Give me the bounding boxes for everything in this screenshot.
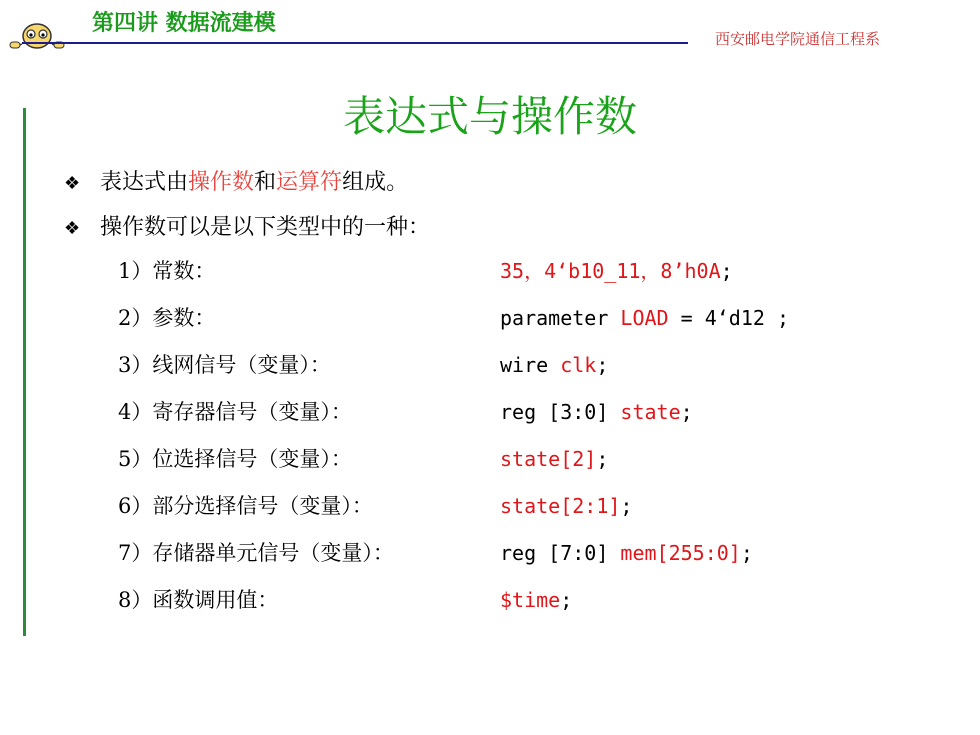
code-text: reg [7:0] — [500, 541, 621, 565]
operator-highlight: 运算符 — [276, 170, 343, 195]
department-name: 西安邮电学院通信工程系 — [715, 30, 881, 48]
code-text: ; — [720, 259, 733, 283]
left-accent-bar — [23, 108, 26, 636]
operand-example-code — [500, 491, 632, 521]
slide-title: 表达式与操作数 — [342, 92, 637, 141]
bullet-text: 操作数可以是以下类型中的一种： — [100, 215, 431, 240]
code-text: parameter — [500, 306, 621, 330]
operand-item — [118, 491, 633, 521]
bullet-text-mid: 和 — [254, 170, 277, 195]
code-text: ; — [680, 400, 693, 424]
operand-label: 5）位选择信号（变量）： — [118, 447, 352, 471]
code-highlight: clk — [560, 353, 597, 377]
operand-label: 3）线网信号（变量）： — [118, 353, 331, 377]
operand-item — [118, 397, 693, 427]
lecture-title: 第四讲 数据流建模 — [92, 11, 276, 36]
code-text: ; — [560, 588, 573, 612]
operand-label: 8）函数调用值： — [118, 588, 279, 612]
code-highlight: state[2:1] — [500, 494, 621, 518]
operand-item — [118, 256, 733, 286]
operand-example-code — [500, 538, 753, 568]
code-highlight: state — [620, 400, 681, 424]
code-text: ; — [620, 494, 633, 518]
operand-label: 7）存储器单元信号（变量）： — [118, 541, 394, 565]
operand-example-code — [500, 397, 693, 427]
code-highlight: 35，4‘b10_11，8’h0A — [500, 259, 721, 283]
code-text: wire — [500, 353, 561, 377]
operand-label: 4）寄存器信号（变量）： — [118, 400, 352, 424]
header-divider — [22, 42, 688, 44]
bullet-text-post: 组成。 — [342, 170, 409, 195]
code-text: = 4‘d12 ; — [668, 306, 790, 330]
operand-label: 6）部分选择信号（变量）： — [118, 494, 373, 518]
operand-item — [118, 538, 753, 568]
operand-example-code — [500, 303, 789, 333]
code-text: ; — [596, 353, 609, 377]
code-text: ; — [596, 447, 609, 471]
operand-highlight: 操作数 — [188, 170, 255, 195]
code-text: reg [3:0] — [500, 400, 621, 424]
code-text: ; — [740, 541, 753, 565]
code-highlight: $time — [500, 588, 561, 612]
bullet-operand-types — [64, 213, 430, 244]
operand-label: 1）常数： — [118, 259, 216, 283]
operand-item — [118, 585, 573, 615]
diamond-bullet-icon: ❖ — [64, 218, 81, 239]
operand-example-code — [500, 585, 572, 615]
mascot-icon — [4, 14, 70, 50]
bullet-composition — [64, 168, 408, 199]
operand-label: 2）参数： — [118, 306, 216, 330]
operand-example-code — [500, 350, 608, 380]
bullet-text-pre: 表达式由 — [100, 170, 189, 195]
diamond-bullet-icon: ❖ — [64, 173, 81, 194]
code-highlight: state[2] — [500, 447, 597, 471]
operand-example-code — [500, 256, 733, 286]
operand-item — [118, 444, 609, 474]
operand-example-code — [500, 444, 608, 474]
code-highlight: mem[255:0] — [620, 541, 741, 565]
code-highlight: LOAD — [620, 306, 669, 330]
operand-item — [118, 303, 790, 333]
operand-item — [118, 350, 609, 380]
